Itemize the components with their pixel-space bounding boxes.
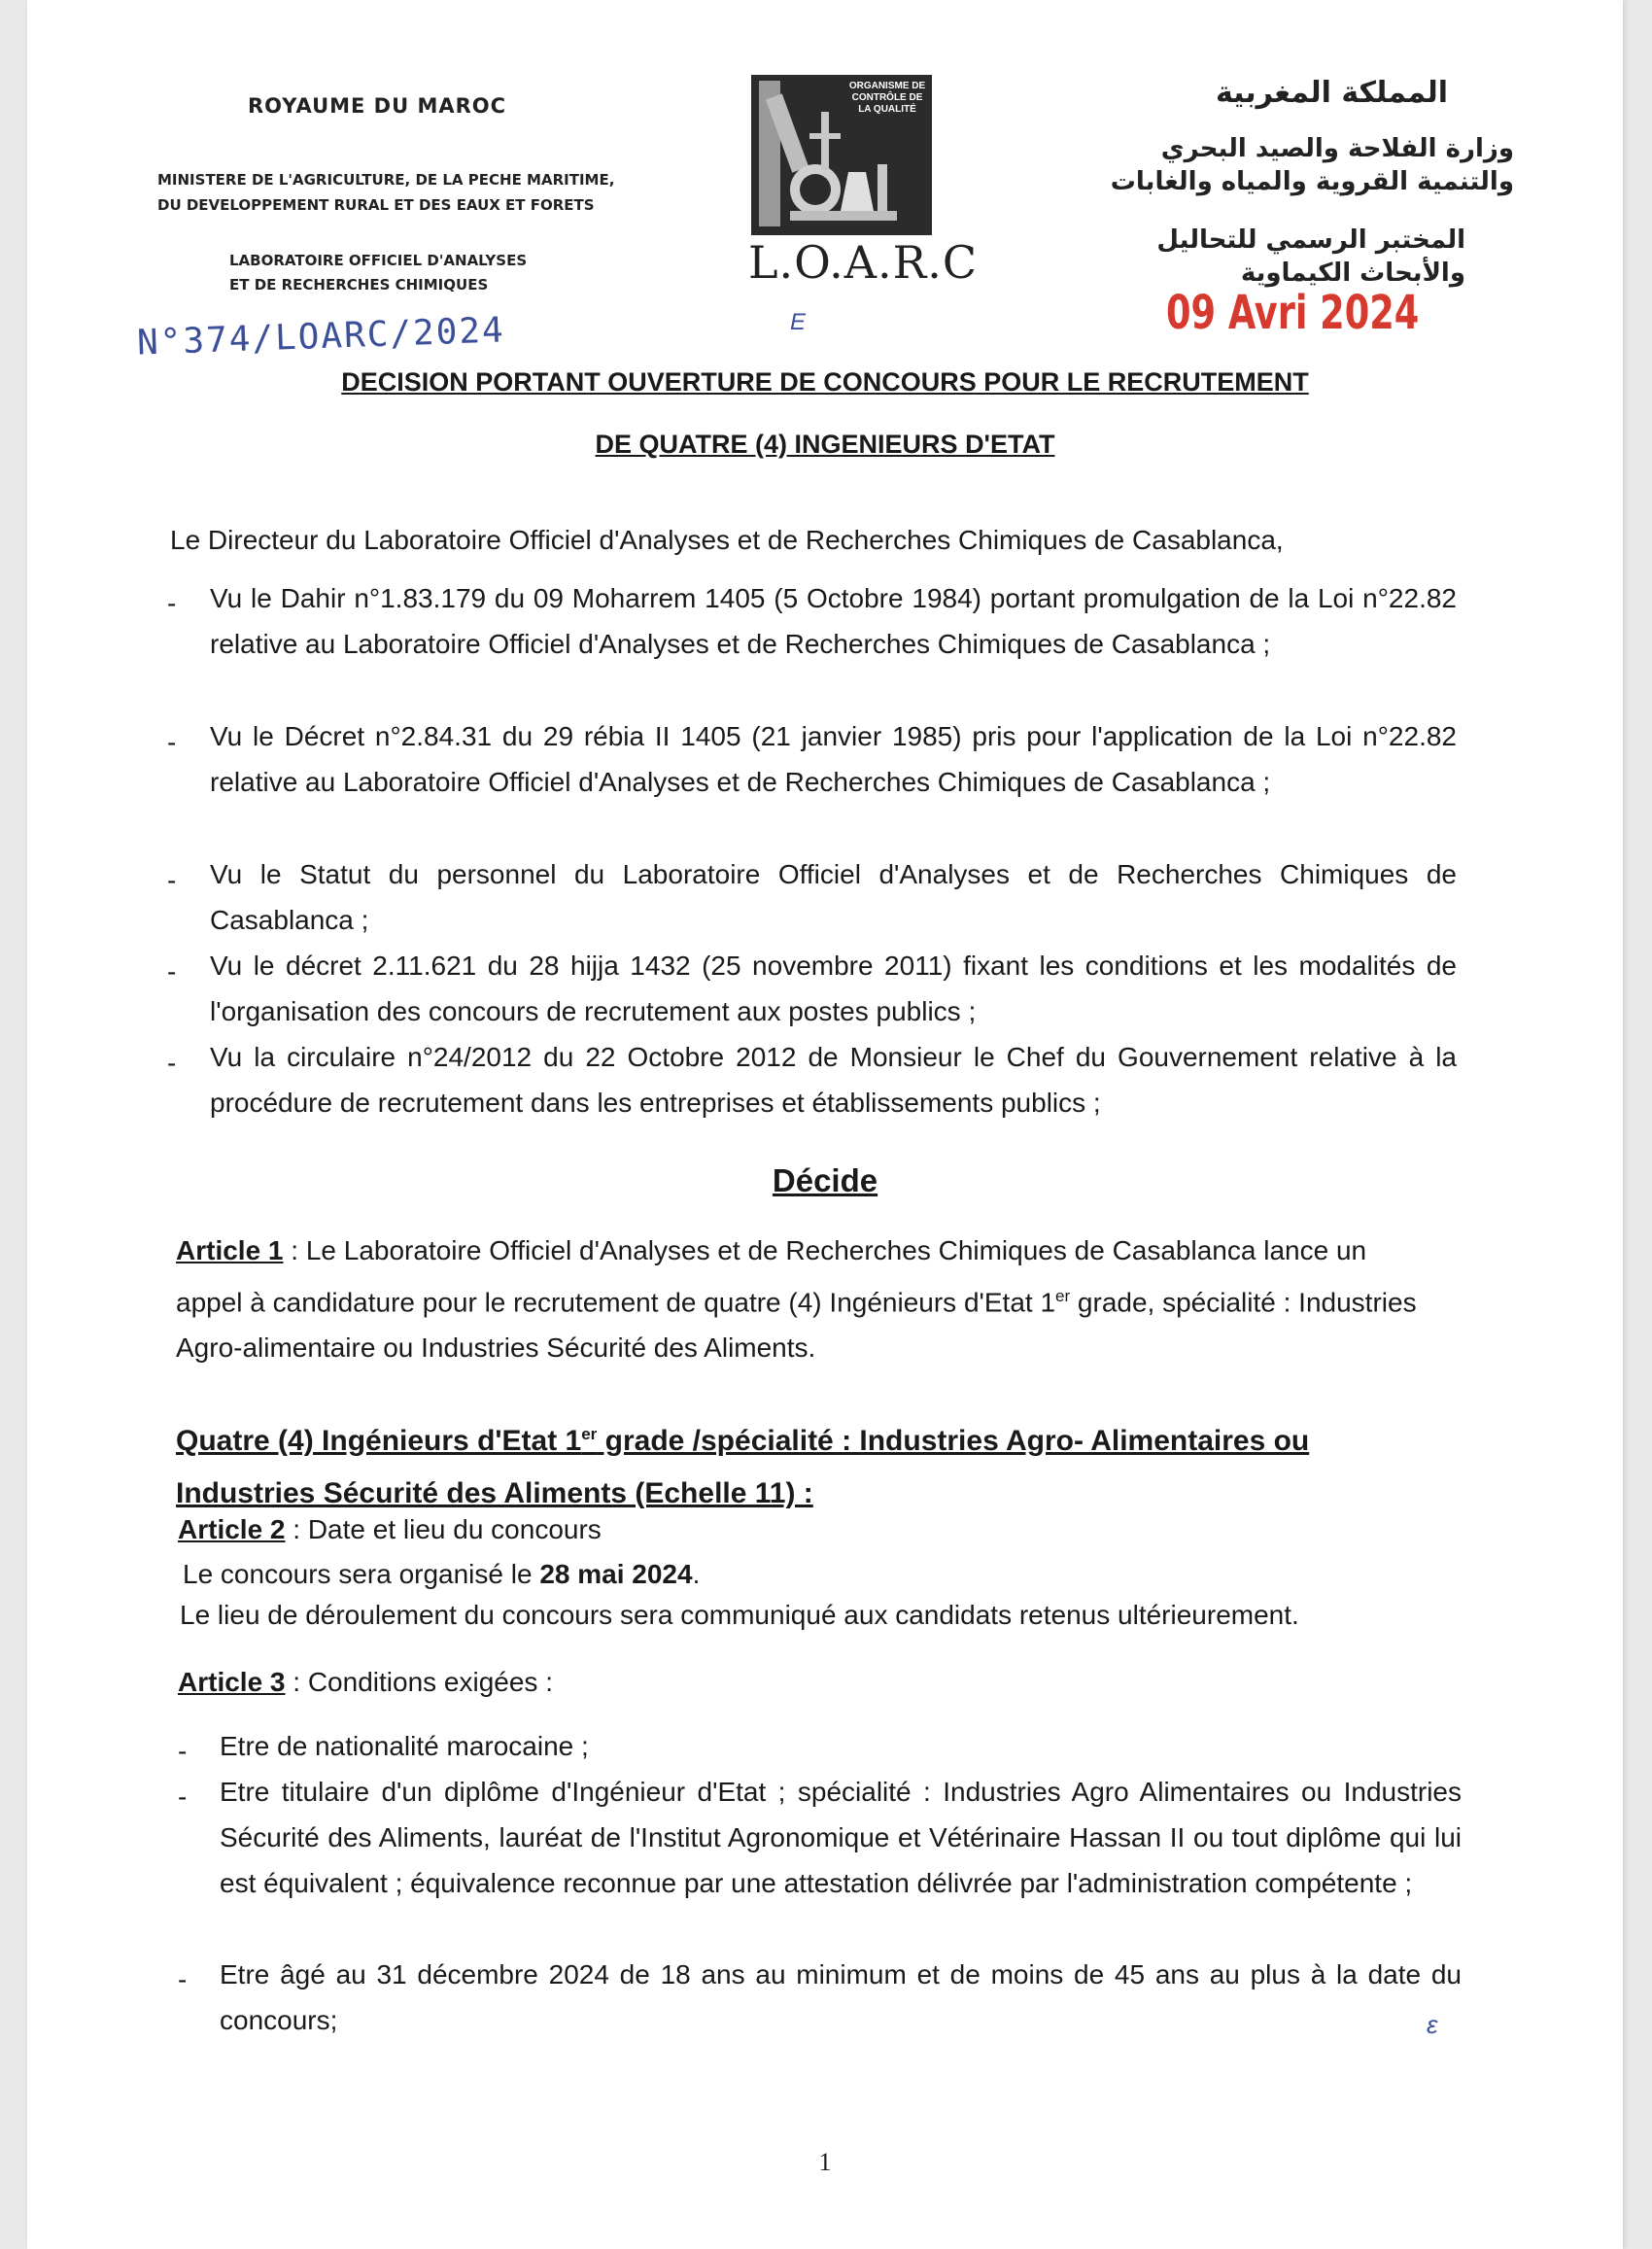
condition-item: Etre âgé au 31 décembre 2024 de 18 ans au minimum et de moins de 45 ans au plus à la date du concours; xyxy=(220,1959,1462,2035)
date-stamp: 09 Avri 2024 xyxy=(1166,286,1420,340)
article-1-text: : Le Laboratoire Officiel d'Analyses et de Recherches Chimiques de Casablanca lance un appel à candidature pour le recrutement de quatre (4) Ingénieurs d'Etat 1 xyxy=(176,1235,1367,1318)
bullet-dash: - xyxy=(167,865,177,895)
article-3-heading xyxy=(178,1667,553,1698)
consideration-item: Vu le Dahir n°1.83.179 du 09 Moharrem 1405 (5 Octobre 1984) portant promulgation de la Loi n°22.82 relative au Laboratoire Officiel d'Analyses et de Recherches Chimiques de Casablanca ; xyxy=(210,583,1457,659)
bullet-dash: - xyxy=(178,1736,188,1766)
lab-line-1: LABORATOIRE OFFICIEL D'ANALYSES xyxy=(229,252,528,269)
page-number: 1 xyxy=(818,2148,832,2176)
superscript: er xyxy=(1055,1287,1071,1305)
article-2-heading xyxy=(178,1514,602,1545)
article-2-date-line xyxy=(183,1559,700,1590)
article-3-label: Article 3 xyxy=(178,1667,286,1697)
period: . xyxy=(692,1559,701,1589)
article-3-title: : Conditions exigées : xyxy=(285,1667,553,1697)
article-1 xyxy=(176,1228,1439,1370)
arabic-lab-1: المختبر الرسمي للتحاليل xyxy=(1156,225,1465,255)
condition-item: Etre titulaire d'un diplôme d'Ingénieur d'Etat ; spécialité : Industries Agro Alimentaires ou Industries Sécurité des Aliments, lauréat de l'Institut Agronomique et Vétérinaire Hassan II ou tout diplôme qui lui est équivalent ; équivalence reconnue par une attestation délivrée par l'administration compétente ; xyxy=(220,1777,1462,1898)
condition-item: Etre de nationalité marocaine ; xyxy=(220,1731,589,1761)
arabic-kingdom: المملكة المغربية xyxy=(1215,76,1448,110)
bullet-dash: - xyxy=(167,956,177,986)
arabic-ministry-2: والتنمية القروية والمياه والغابات xyxy=(1110,167,1514,196)
article-2-title: : Date et lieu du concours xyxy=(285,1514,602,1544)
document-title-line-2: DE QUATRE (4) INGENIEURS D'ETAT xyxy=(595,430,1055,459)
consideration-item: Vu le Statut du personnel du Laboratoire Officiel d'Analyses et de Recherches Chimiques de Casablanca ; xyxy=(210,859,1457,935)
bullet-dash: - xyxy=(167,727,177,757)
article-2-location-line: Le lieu de déroulement du concours sera communiqué aux candidats retenus ultérieurement. xyxy=(180,1600,1299,1630)
reference-number: N°374/LOARC/2024 xyxy=(136,310,506,363)
article-2-label: Article 2 xyxy=(178,1514,286,1544)
superscript: er xyxy=(581,1425,598,1443)
arabic-ministry-1: وزارة الفلاحة والصيد البحري xyxy=(1160,134,1514,163)
logo-text: ORGANISME DE CONTRÔLE DE LA QUALITÉ xyxy=(848,81,926,115)
document-page xyxy=(27,0,1623,2249)
document-title-line-1: DECISION PORTANT OUVERTURE DE CONCOURS POUR LE RECRUTEMENT xyxy=(341,367,1309,397)
contest-date: 28 mai 2024 xyxy=(539,1559,693,1589)
article-2-date-text: Le concours sera organisé le xyxy=(183,1559,540,1589)
bullet-dash: - xyxy=(178,1782,188,1812)
handwritten-mark: E xyxy=(790,309,807,335)
decide-heading: Décide xyxy=(772,1162,878,1198)
article-1-text-cont: grade, spécialité : Industries Agro-alimentaire ou Industries Sécurité des Aliments. xyxy=(176,1287,1417,1364)
section-heading-part-b: grade /spécialité : Industries Agro- Alimentaires ou Industries Sécurité des Aliments (Echelle 11) : xyxy=(176,1425,1310,1509)
intro-paragraph: Le Directeur du Laboratoire Officiel d'Analyses et de Recherches Chimiques de Casablanca, xyxy=(170,525,1284,555)
arabic-lab-2: والأبحاث الكيماوية xyxy=(1240,259,1465,288)
consideration-item: Vu le décret 2.11.621 du 28 hijja 1432 (25 novembre 2011) fixant les conditions et les modalités de l'organisation des concours de recrutement aux postes publics ; xyxy=(210,951,1457,1026)
article-1-label: Article 1 xyxy=(176,1235,284,1265)
handwritten-initial: ɛ xyxy=(1427,2010,1438,2039)
section-heading-part-a: Quatre (4) Ingénieurs d'Etat 1 xyxy=(176,1425,582,1457)
lab-line-2: ET DE RECHERCHES CHIMIQUES xyxy=(229,276,489,294)
logo-caption: L.O.A.R.C xyxy=(748,236,979,289)
consideration-item: Vu la circulaire n°24/2012 du 22 Octobre 2012 de Monsieur le Chef du Gouvernement relative à la procédure de recrutement dans les entreprises et établissements publics ; xyxy=(210,1042,1457,1118)
ministry-line-2: DU DEVELOPPEMENT RURAL ET DES EAUX ET FORETS xyxy=(157,196,595,214)
ministry-line-1: MINISTERE DE L'AGRICULTURE, DE LA PECHE MARITIME, xyxy=(157,171,615,189)
section-heading xyxy=(176,1408,1410,1520)
bullet-dash: - xyxy=(167,1048,177,1078)
bullet-dash: - xyxy=(178,1964,188,1994)
bullet-dash: - xyxy=(167,588,177,618)
kingdom-label: ROYAUME DU MAROC xyxy=(248,94,507,118)
consideration-item: Vu le Décret n°2.84.31 du 29 rébia II 1405 (21 janvier 1985) pris pour l'application de la Loi n°22.82 relative au Laboratoire Officiel d'Analyses et de Recherches Chimiques de Casablanca ; xyxy=(210,721,1457,797)
loarc-logo xyxy=(751,75,932,235)
